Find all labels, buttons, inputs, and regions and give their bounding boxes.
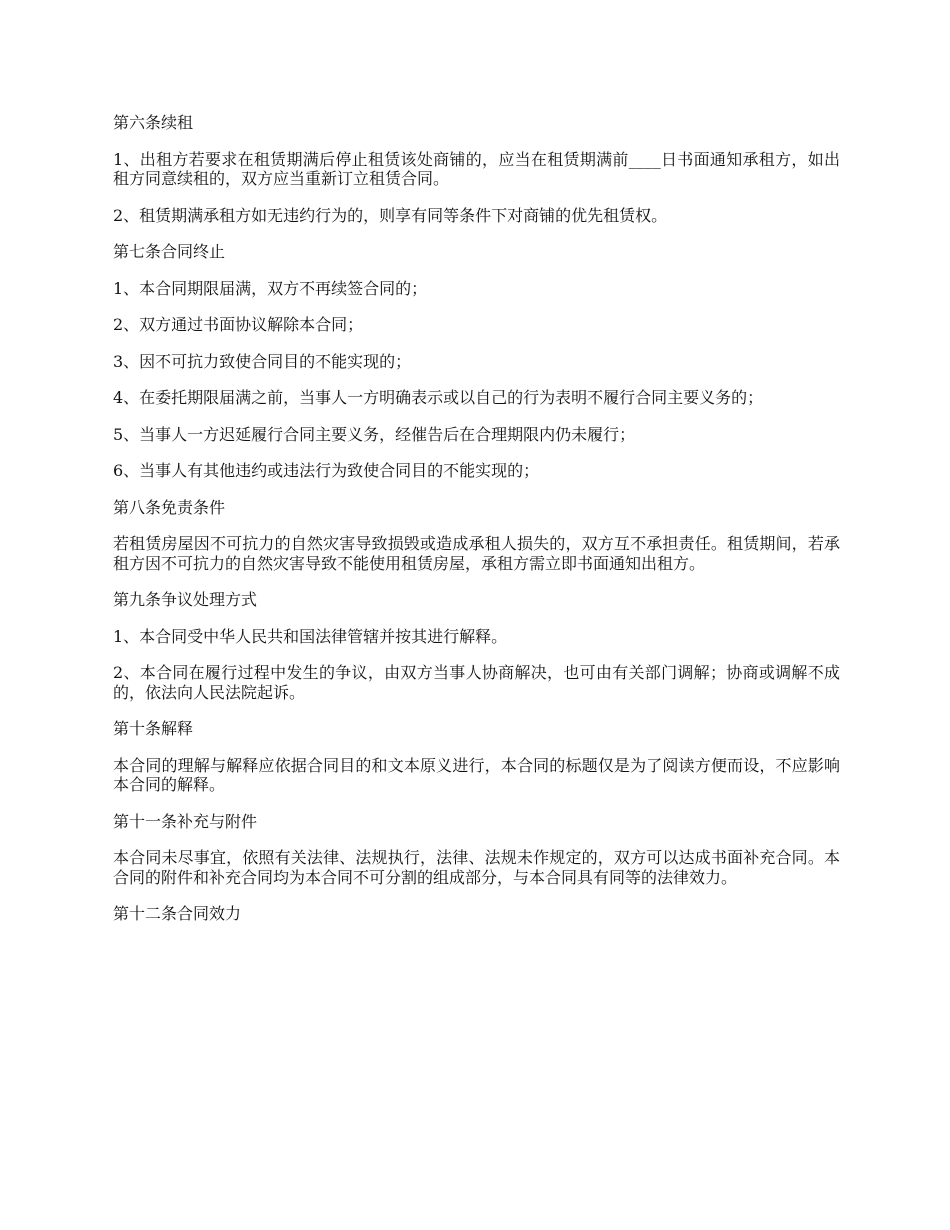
article-7-heading: 第七条合同终止 — [113, 242, 226, 261]
article-9-clause-2: 2、本合同在履行过程中发生的争议，由双方当事人协商解决，也可由有关部门调解；协商或调解不成的，依法向人民法院起诉。 — [113, 663, 840, 702]
article-8-heading: 第八条免责条件 — [113, 497, 226, 517]
article-7-clause-2: 2、双方通过书面协议解除本合同； — [113, 315, 364, 334]
article-8-body: 若租赁房屋因不可抗力的自然灾害导致损毁或造成承租人损失的，双方互不承担责任。租赁期间，若承租方因不可抗力的自然灾害导致不能使用租赁房屋，承租方需立即书面通知出租方。 — [113, 534, 840, 573]
article-7-clause-3: 3、因不可抗力致使合同目的不能实现的； — [113, 351, 412, 371]
article-9-heading: 第九条争议处理方式 — [113, 590, 258, 609]
article-11-heading: 第十一条补充与附件 — [113, 811, 258, 831]
article-11-body: 本合同未尽事宜，依照有关法律、法规执行，法律、法规未作规定的，双方可以达成书面补充合同。本合同的附件和补充合同均为本合同不可分割的组成部分，与本合同具有同等的法律效力。 — [113, 848, 840, 887]
article-6-clause-1: 1、出租方若要求在租赁期满后停止租赁该处商铺的，应当在租赁期满前____日书面通知承租方，如出租方同意续租的，双方应当重新订立租赁合同。 — [113, 149, 840, 188]
article-12-heading: 第十二条合同效力 — [113, 904, 242, 923]
article-10-body: 本合同的理解与解释应依据合同目的和文本原义进行，本合同的标题仅是为了阅读方便而设，不应影响本合同的解释。 — [113, 755, 840, 794]
article-7-clause-1: 1、本合同期限届满，双方不再续签合同的； — [113, 278, 428, 298]
article-9-clause-1: 1、本合同受中华人民共和国法律管辖并按其进行解释。 — [113, 626, 508, 646]
article-10-heading: 第十条解释 — [113, 719, 194, 738]
document-page — [113, 113, 840, 941]
article-7-clause-5: 5、当事人一方迟延履行合同主要义务，经催告后在合理期限内仍未履行； — [113, 424, 636, 444]
article-6-heading: 第六条续租 — [113, 113, 194, 132]
article-6-clause-2: 2、租赁期满承租方如无违约行为的，则享有同等条件下对商铺的优先租赁权。 — [113, 205, 668, 225]
article-7-clause-6: 6、当事人有其他违约或违法行为致使合同目的不能实现的； — [113, 461, 540, 480]
article-7-clause-4: 4、在委托期限届满之前，当事人一方明确表示或以自己的行为表明不履行合同主要义务的； — [113, 388, 764, 407]
